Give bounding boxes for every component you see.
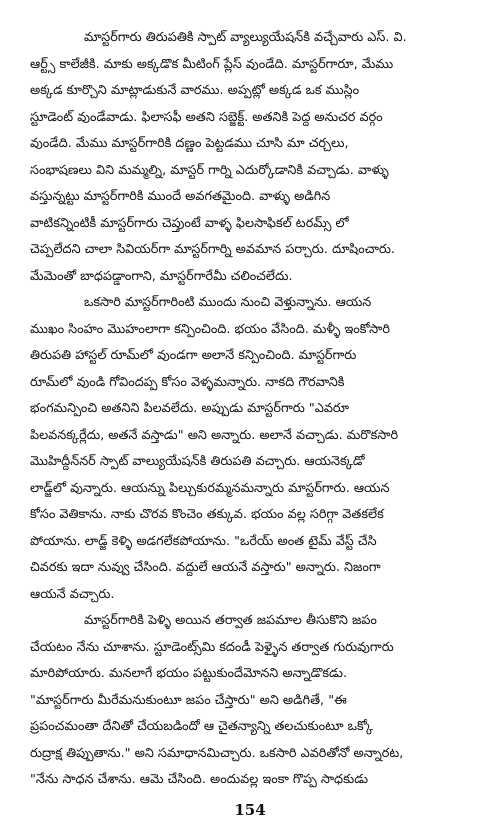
paragraph-line: ఆర్ట్స్ కాలేజీకి. మాకు అక్కడొక మీటింగ్ ప్లేస్ వుండేది. మాస్టర్‌గారూ, మేము xyxy=(30,56,394,72)
paragraph-line: భంగమన్పించి అతనిని పిలవలేదు. అప్పుడు మాస్టర్‌గారు "ఎవరూ xyxy=(30,401,350,416)
paragraph-line: చివరకు ఇదా నువ్వు చేసింది. వద్దులే ఆయనే వస్తారు" అన్నారు. నిజంగా xyxy=(30,560,381,575)
paragraph-line: ప్రపంచమంతా దేనితో చేయబడిందో ఆ చైతన్యాన్ని తలచుకుంటూ ఒక్కో xyxy=(30,719,374,734)
paragraph-line: మొహిద్దీన్‌నర్ స్పాట్ వాల్యుయేషన్‌కి తిరుపతి వచ్చారు. ఆయనెక్కడో xyxy=(30,454,365,469)
paragraph-line: చేయటం నేను చూశాను. స్టూడెంట్స్‌మి కదండీ పెళ్ళైన తర్వాత గురువుగారు xyxy=(30,639,394,655)
paragraph-2 xyxy=(30,290,488,608)
paragraph-line: మేమెంతో బాధపడ్డాంగాని, మాస్టర్‌గారేమీ చలించలేదు. xyxy=(30,268,293,284)
paragraph-line: మాస్టర్‌గారికి పెళ్ళి అయిన తర్వాత జపమాల తీసుకొని జపం xyxy=(84,613,377,628)
page-body xyxy=(30,25,488,794)
paragraph-line: వాటికన్నింటికీ మాస్టర్‌గారు చెప్తుంటే వాళ్ళ ఫిలసాఫికల్ టరమ్స్ లో xyxy=(30,215,349,231)
paragraph-line: పోయాను. లాడ్జ్ కెళ్ళి అడగలేకపోయాను. "ఒరేయ్ అంత టైమ్ వేస్ట్ చేసి xyxy=(30,533,377,549)
paragraph-line: పిలవనక్కర్లేదు, అతనే వస్తాడు" అని అన్నారు. అలానే వచ్చాడు. మరొకసారి xyxy=(30,427,399,443)
paragraph-line: వుండేది. మేము మాస్టర్‌గారికి దణ్ణం పెట్టడము చూసి మా చర్చలు, xyxy=(30,136,349,151)
paragraph-line: సంభాషణలు విని మమ్మల్ని, మాస్టర్ గార్ని ఎదుర్కోడానికి వచ్చాడు. వాళ్ళు xyxy=(30,162,389,178)
paragraph-line: రూమ్‌లో వుండి గోవిందప్ప కోసం వెళ్ళమన్నారు. నాకది గౌరవానికి xyxy=(30,374,345,390)
paragraph-line: ఆయనే వచ్చారు. xyxy=(30,586,115,602)
paragraph-line: మారిపోయారు. మనలాగే భయం పట్టుకుందేమోనని అన్నాడొకడు. xyxy=(30,666,348,681)
paragraph-line: మాస్టర్‌గారు తిరుపతికి స్పాట్ వ్యాల్యుయేషన్‌కి వచ్చేవారు ఎస్. వి. xyxy=(84,30,407,45)
paragraph-line: లాడ్జ్‌లో వున్నారు. ఆయన్ను పిల్చుకురమ్మనమన్నారు మాస్టర్‌గారు. ఆయన xyxy=(30,480,390,496)
paragraph-line: ఒకసారి మాస్టర్‌గారింటి ముందు నుంచి వెళ్తున్నాను. ఆయన xyxy=(84,295,372,310)
paragraph-line: స్టూడెంట్ వుండేవాడు. ఫిలాసఫీ అతని సబ్జెక్ట్. అతనికి పెద్ద అనుచర వర్గం xyxy=(30,109,383,125)
paragraph-3 xyxy=(30,608,488,794)
paragraph-line: "నేను సాధన చేశాను. ఆమె చేసింది. అందువల్ల ఇంకా గొప్ప సాధకుడు xyxy=(30,772,369,787)
paragraph-line: ముఖం సింహం మొహంలాగా కన్పించింది. భయం వేసింది. మళ్ళీ ఇంకోసారి xyxy=(30,321,390,337)
page-number: 154 xyxy=(234,801,266,819)
paragraph-line: అక్కడ కూర్చొని మాట్లాడుకునే వారము. అప్పట్లో అక్కడ ఒక ముస్లిం xyxy=(30,83,360,98)
paragraph-line: వస్తున్నట్టు మాస్టర్‌గారికి ముందే అవగతమైంది. వాళ్ళు అడిగిన xyxy=(30,189,331,204)
paragraph-1 xyxy=(30,25,488,290)
paragraph-line: కోసం వెతికాను. నాకు చొరవ కొంచెం తక్కువ. భయం వల్ల సరిగ్గా వెతకలేక xyxy=(30,507,384,522)
paragraph-line: చెప్పలేదని చాలా సివియర్‌గా మాస్టర్‌గార్ని అవమాన పర్చారు. దూషించారు. xyxy=(30,242,395,257)
paragraph-line: "మాస్టర్‌గారు మీరేమనుకుంటూ జపం చేస్తారు" అని అడిగితే, "ఈ xyxy=(30,692,347,708)
paragraph-line: రుద్రాక్ష తిప్పుతాను." అని సమాధానమిచ్చారు. ఒకసారి ఎవరితోనో అన్నారట, xyxy=(30,745,404,761)
paragraph-line: తిరుపతి హాస్టల్ రూమ్‌లో వుండగా అలానే కన్పించింది. మాస్టర్‌గారు xyxy=(30,348,357,363)
